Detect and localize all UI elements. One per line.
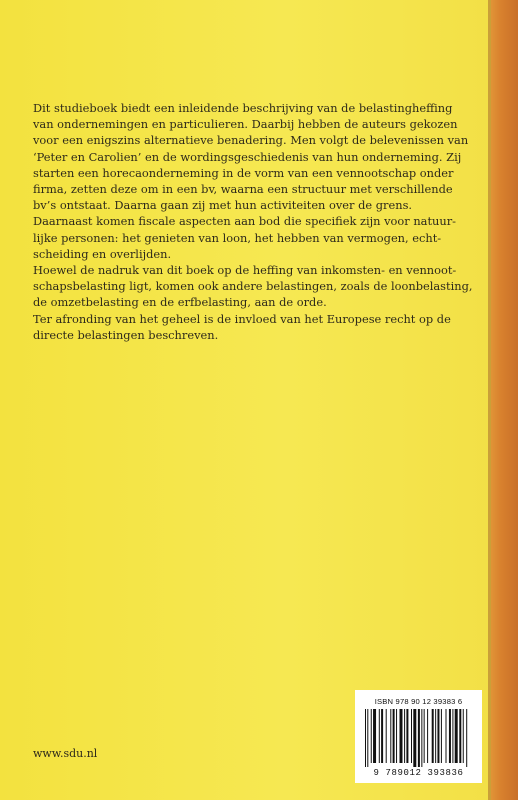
barcode-bar <box>441 709 442 763</box>
barcode-bar <box>365 709 366 767</box>
blurb-line: starten een horecaonderneming in de vorm van een vennootschap onder <box>33 165 454 180</box>
blurb-line: schapsbelasting ligt, komen ook andere belastingen, zoals de loonbelasting, <box>33 279 473 294</box>
blurb-paragraph-4 <box>33 311 453 343</box>
barcode-bar <box>404 709 405 763</box>
blurb-line: voor een enigszins alternatieve benadering. Men volgt de belevenissen van <box>33 133 469 148</box>
barcode-bar <box>437 709 439 763</box>
barcode-bars <box>362 709 475 767</box>
barcode-label <box>355 690 482 783</box>
blurb-line: Daarnaast komen fiscale aspecten aan bod die specifiek zijn voor natuur- <box>33 214 456 229</box>
barcode-bar <box>386 709 387 763</box>
blurb-paragraph-1 <box>33 100 469 213</box>
blurb-line: ‘Peter en Carolien’ en de wordingsgeschiedenis van hun onderneming. Zij <box>33 149 462 164</box>
isbn-number: ISBN 978 90 12 39383 6 <box>374 697 463 706</box>
barcode-bar <box>367 709 368 767</box>
barcode-bar <box>463 709 464 763</box>
barcode-bar <box>396 709 397 763</box>
barcode-bar <box>381 709 383 763</box>
barcode-bar <box>400 709 403 763</box>
barcode-bar <box>373 709 376 763</box>
spine-strip <box>488 0 518 800</box>
barcode-bar <box>421 709 422 767</box>
barcode-bar <box>393 709 395 763</box>
barcode-bar <box>455 709 458 763</box>
blurb-paragraph-2 <box>33 213 456 262</box>
barcode-bar <box>406 709 408 763</box>
barcode-digits: 9 789012 393836 <box>373 768 464 778</box>
blurb-line: directe belastingen beschreven. <box>33 327 219 342</box>
barcode-bar <box>432 709 434 763</box>
blurb-line: firma, zetten deze om in een bv, waarna een structuur met verschillende <box>33 182 453 197</box>
publisher-website: www.sdu.nl <box>33 747 98 760</box>
blurb-text <box>33 100 473 343</box>
barcode-bar <box>424 709 425 763</box>
blurb-line: lijke personen: het genieten van loon, het hebben van vermogen, echt- <box>33 230 442 245</box>
blurb-paragraph-3 <box>33 262 473 311</box>
barcode-bar <box>390 709 391 763</box>
barcode-bar <box>466 709 467 767</box>
blurb-line: de omzetbelasting en de erfbelasting, aan de orde. <box>33 295 327 310</box>
barcode-bar <box>459 709 461 763</box>
blurb-line: Ter afronding van het geheel is de invloed van het Europese recht op de <box>33 311 451 326</box>
barcode-bar <box>418 709 420 767</box>
blurb-line: bv’s ontstaat. Daarna gaan zij met hun activiteiten over de grens. <box>33 198 413 213</box>
barcode-bar <box>411 709 412 763</box>
blurb-line: Dit studieboek biedt een inleidende beschrijving van de belastingheffing <box>33 101 453 115</box>
barcode-bar <box>371 709 372 763</box>
barcode-bar <box>446 709 447 763</box>
blurb-line: Hoewel de nadruk van dit boek op de heffing van inkomsten- en vennoot- <box>33 263 457 278</box>
barcode-bar <box>413 709 416 767</box>
barcode-bar <box>452 709 453 763</box>
barcode-bar <box>379 709 380 763</box>
barcode-bar <box>449 709 451 763</box>
blurb-line: scheiding en overlijden. <box>33 246 172 261</box>
blurb-line: van ondernemingen en particulieren. Daarbij hebben de auteurs gekozen <box>33 117 458 132</box>
barcode-bar <box>435 709 436 763</box>
barcode-bar <box>427 709 428 763</box>
